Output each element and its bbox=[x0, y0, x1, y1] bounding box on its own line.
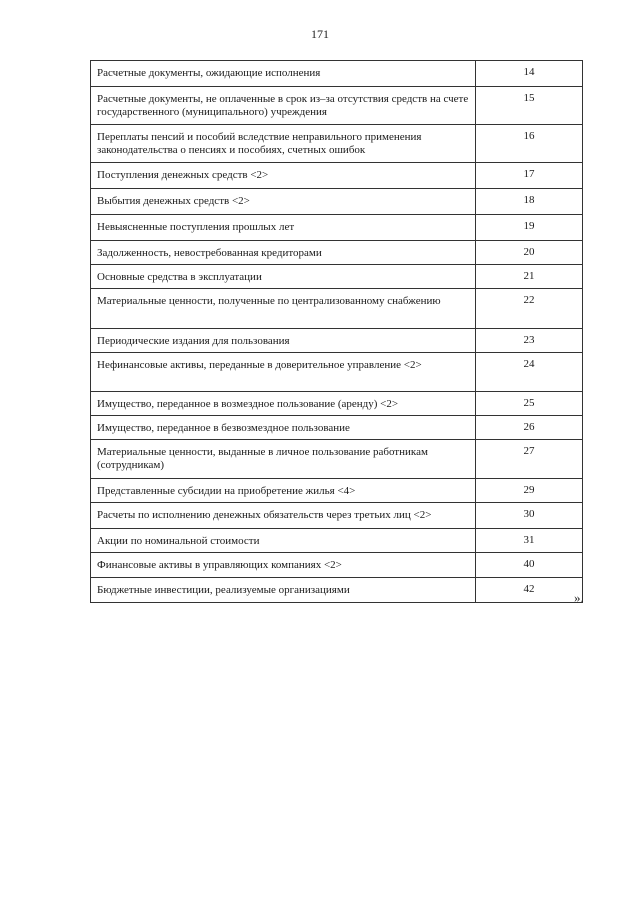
account-code: 19 bbox=[476, 215, 583, 241]
account-code: 42 bbox=[476, 578, 583, 603]
account-code: 26 bbox=[476, 416, 583, 440]
table-row bbox=[91, 553, 583, 578]
account-name: Материальные ценности, полученные по централизованному снабжению bbox=[91, 289, 476, 329]
table-row bbox=[91, 125, 583, 163]
table-row bbox=[91, 503, 583, 529]
table-row bbox=[91, 189, 583, 215]
account-code: 18 bbox=[476, 189, 583, 215]
account-code: 40 bbox=[476, 553, 583, 578]
table-row bbox=[91, 578, 583, 603]
account-code: 25 bbox=[476, 392, 583, 416]
account-code: 14 bbox=[476, 61, 583, 87]
account-name: Задолженность, невостребованная кредиторами bbox=[91, 241, 476, 265]
account-name: Периодические издания для пользования bbox=[91, 329, 476, 353]
account-code: 27 bbox=[476, 440, 583, 479]
account-name: Финансовые активы в управляющих компаниях <2> bbox=[91, 553, 476, 578]
account-code: 15 bbox=[476, 87, 583, 125]
account-name: Переплаты пенсий и пособий вследствие неправильного применения законодательства о пенсиях и пособиях, счетных ошибок bbox=[91, 125, 476, 163]
account-code: 22 bbox=[476, 289, 583, 329]
table-row bbox=[91, 392, 583, 416]
account-name: Невыясненные поступления прошлых лет bbox=[91, 215, 476, 241]
account-name: Основные средства в эксплуатации bbox=[91, 265, 476, 289]
account-name: Акции по номинальной стоимости bbox=[91, 529, 476, 553]
table-row bbox=[91, 215, 583, 241]
table-row bbox=[91, 353, 583, 392]
account-name: Нефинансовые активы, переданные в доверительное управление <2> bbox=[91, 353, 476, 392]
account-code: 29 bbox=[476, 479, 583, 503]
table-row bbox=[91, 529, 583, 553]
account-code: 21 bbox=[476, 265, 583, 289]
account-code: 30 bbox=[476, 503, 583, 529]
account-name: Выбытия денежных средств <2> bbox=[91, 189, 476, 215]
table-row bbox=[91, 479, 583, 503]
accounts-table bbox=[90, 60, 583, 603]
table-row bbox=[91, 289, 583, 329]
account-code: 20 bbox=[476, 241, 583, 265]
account-code: 16 bbox=[476, 125, 583, 163]
account-name: Расчетные документы, ожидающие исполнения bbox=[91, 61, 476, 87]
account-name: Представленные субсидии на приобретение жилья <4> bbox=[91, 479, 476, 503]
table-row bbox=[91, 265, 583, 289]
table-row bbox=[91, 416, 583, 440]
table-row bbox=[91, 61, 583, 87]
account-name: Поступления денежных средств <2> bbox=[91, 163, 476, 189]
account-name: Бюджетные инвестиции, реализуемые организациями bbox=[91, 578, 476, 603]
account-code: 23 bbox=[476, 329, 583, 353]
table-row bbox=[91, 163, 583, 189]
table-row bbox=[91, 440, 583, 479]
account-code: 17 bbox=[476, 163, 583, 189]
account-name: Имущество, переданное в возмездное пользование (аренду) <2> bbox=[91, 392, 476, 416]
table-row bbox=[91, 329, 583, 353]
account-name: Расчеты по исполнению денежных обязательств через третьих лиц <2> bbox=[91, 503, 476, 529]
account-name: Имущество, переданное в безвозмездное пользование bbox=[91, 416, 476, 440]
account-name: Расчетные документы, не оплаченные в срок из–за отсутствия средств на счете государственного (муниципального) учреждения bbox=[91, 87, 476, 125]
closing-quote-mark: ». bbox=[574, 590, 584, 605]
page-number: 171 bbox=[311, 27, 329, 41]
accounts-table-wrapper bbox=[90, 60, 570, 603]
account-code: 24 bbox=[476, 353, 583, 392]
table-row bbox=[91, 87, 583, 125]
table-row bbox=[91, 241, 583, 265]
account-name: Материальные ценности, выданные в личное пользование работникам (сотрудникам) bbox=[91, 440, 476, 479]
account-code: 31 bbox=[476, 529, 583, 553]
